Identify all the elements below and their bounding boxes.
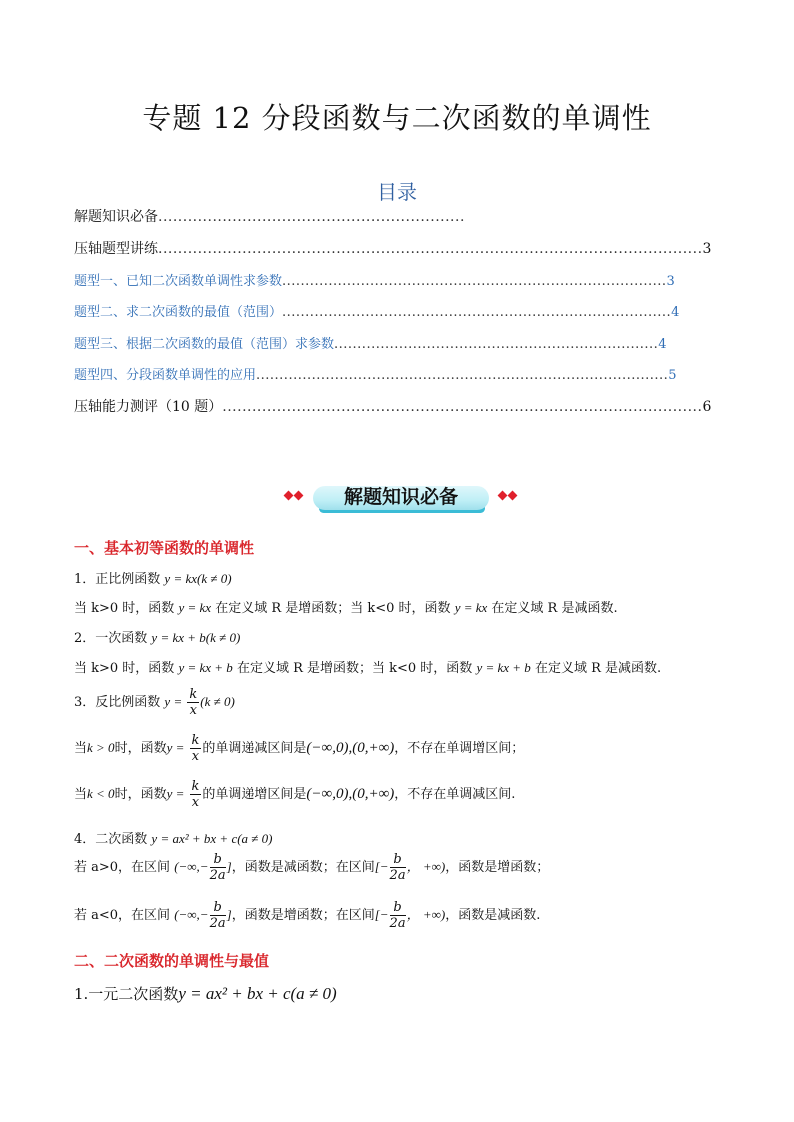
diamond-icon: [294, 491, 304, 501]
banner-title: 解题知识必备: [343, 486, 458, 508]
toc-entry[interactable]: [74, 364, 677, 384]
content-line: 当k > 0时，函数y = $\frac{k}{x}$ 的单调递减区间是(−∞,0),(0,+∞)，不存在单调增区间；: [74, 733, 525, 764]
toc-entry-label: 压轴题型讲练: [74, 241, 158, 257]
toc-entry-label: 解题知识必备: [74, 209, 158, 225]
toc-entry[interactable]: [74, 206, 465, 226]
toc-page-number: 4: [671, 305, 680, 320]
toc-entry-label: 题型二、求二次函数的最值（范围）: [74, 305, 283, 320]
toc-page-number: 5: [668, 368, 677, 383]
diamond-icon: [498, 491, 508, 501]
toc-page-number: 3: [666, 274, 675, 289]
toc-page-number: 6: [702, 399, 712, 415]
toc-leader-dots: ..............................................................: [158, 209, 465, 225]
document-title: 专题 12 分段函数与二次函数的单调性: [142, 101, 652, 135]
toc-entry[interactable]: [74, 301, 680, 321]
toc-heading: 目录: [377, 180, 417, 204]
toc-page-number: 4: [658, 337, 667, 352]
content-line: 当 k>0 时，函数 y = kx 在定义域 R 是增函数；当 k<0 时，函数 y = kx 在定义域 R 是减函数.: [74, 600, 618, 616]
toc-leader-dots: .........................................................................................: [256, 368, 669, 383]
toc-entry[interactable]: [74, 270, 675, 290]
fraction: $\frac{b}{2a}$: [209, 900, 226, 931]
toc-entry-label: 压轴能力测评（10 题）: [74, 399, 223, 415]
content-line: 2．一次函数 y = kx + b(k ≠ 0): [74, 630, 241, 646]
toc-page-number: 3: [702, 241, 712, 257]
toc-entry[interactable]: [74, 333, 667, 353]
content-line: 3．反比例函数 y = $\frac{k}{x}$ (k ≠ 0): [74, 687, 235, 718]
section-heading: 一、基本初等函数的单调性: [74, 539, 255, 557]
toc-leader-dots: ..............................................................................................................: [158, 241, 703, 257]
fraction: $\frac{k}{x}$: [191, 779, 200, 810]
content-line: 1．正比例函数 y = kx(k ≠ 0): [74, 571, 232, 587]
content-line: 1.一元二次函数y = ax² + bx + c(a ≠ 0): [74, 984, 337, 1003]
toc-leader-dots: ....................................................................................: [282, 305, 672, 320]
toc-entry-label: 题型三、根据二次函数的最值（范围）求参数: [74, 337, 335, 352]
fraction: $\frac{k}{x}$: [189, 687, 198, 718]
section-heading: 二、二次函数的单调性与最值: [74, 952, 270, 970]
toc-leader-dots: .................................................................................................: [222, 399, 703, 415]
toc-leader-dots: ......................................................................: [334, 337, 659, 352]
toc-entry-label: 题型一、已知二次函数单调性求参数: [74, 274, 283, 289]
toc-entry-label: 题型四、分段函数单调性的应用: [74, 368, 257, 383]
content-line: 若 a>0，在区间 (−∞,− $\frac{b}{2a}$ ]，函数是减函数；在区间[− $\frac{b}{2a}$ ， +∞)，函数是增函数；: [74, 852, 550, 883]
diamond-icon: [284, 491, 294, 501]
toc-entry[interactable]: [74, 238, 712, 258]
fraction: $\frac{b}{2a}$: [389, 852, 406, 883]
content-line: 若 a<0，在区间 (−∞,− $\frac{b}{2a}$ ]，函数是增函数；在区间[− $\frac{b}{2a}$ ， +∞)，函数是减函数.: [74, 900, 541, 931]
toc-leader-dots: ...................................................................................: [282, 274, 667, 289]
content-line: 当 k>0 时，函数 y = kx + b 在定义域 R 是增函数；当 k<0 时，函数 y = kx + b 在定义域 R 是减函数.: [74, 660, 662, 676]
content-line: 当k < 0时，函数y = $\frac{k}{x}$ 的单调递增区间是(−∞,0),(0,+∞)，不存在单调减区间.: [74, 779, 516, 810]
section-banner: [285, 482, 517, 512]
content-line: 4．二次函数 y = ax² + bx + c(a ≠ 0): [74, 831, 273, 847]
fraction: $\frac{b}{2a}$: [389, 900, 406, 931]
diamond-icon: [508, 491, 518, 501]
fraction: $\frac{b}{2a}$: [209, 852, 226, 883]
fraction: $\frac{k}{x}$: [191, 733, 200, 764]
toc-entry[interactable]: [74, 396, 712, 416]
